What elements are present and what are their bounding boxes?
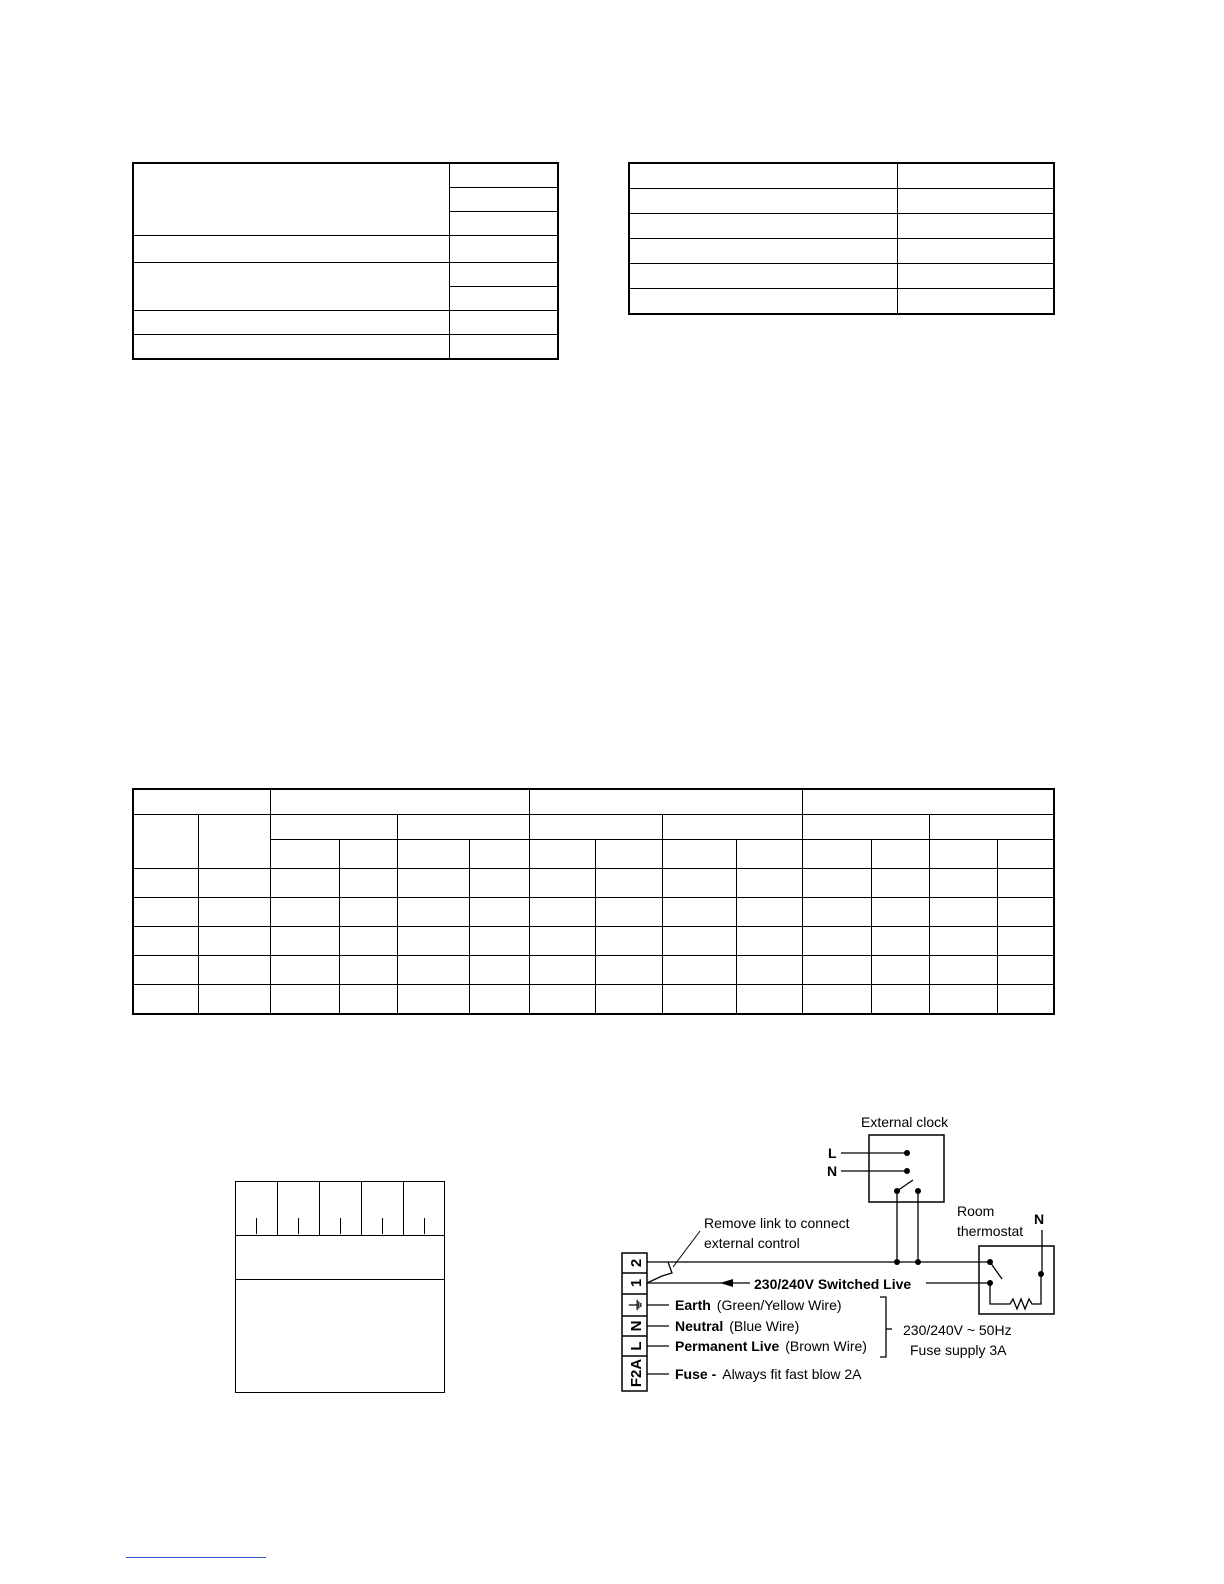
table-header-cell [529, 789, 802, 815]
external-clock-label: External clock [861, 1114, 949, 1130]
table-cell [529, 927, 595, 956]
table-cell [133, 869, 198, 898]
neutral-wire-color: (Blue Wire) [729, 1318, 800, 1334]
table-cell [802, 898, 871, 927]
table-cell [802, 985, 871, 1015]
table-cell [339, 869, 397, 898]
table-cell [662, 927, 736, 956]
table-cell [997, 927, 1054, 956]
table-header-cell [270, 815, 397, 840]
table-cell [469, 985, 529, 1015]
table-header-cell [662, 815, 802, 840]
table-cell [270, 927, 339, 956]
terminal-1-label: 1 [628, 1278, 645, 1288]
table-cell [629, 189, 898, 214]
terminal-fuse-label: F2A [628, 1358, 645, 1388]
table-header-cell [339, 840, 397, 869]
table-cell [133, 927, 198, 956]
table-cell [133, 985, 198, 1015]
table-cell [595, 985, 662, 1015]
table-cell [450, 263, 559, 287]
fuse-note [675, 1366, 862, 1382]
earth-wire-label [675, 1297, 842, 1313]
table-cell [629, 239, 898, 264]
table-cell [929, 927, 997, 956]
table-cell [736, 869, 802, 898]
performance-table [132, 788, 1055, 1015]
neutral-wire-name: Neutral [675, 1318, 724, 1334]
table-cell [736, 898, 802, 927]
table-cell [898, 163, 1054, 189]
table-cell [450, 163, 559, 188]
table-cell [595, 927, 662, 956]
terminal-block-outline [230, 1178, 450, 1398]
remove-link-note-2: external control [704, 1235, 800, 1251]
table-cell [595, 898, 662, 927]
table-cell [469, 869, 529, 898]
table-cell [929, 869, 997, 898]
table-cell [469, 956, 529, 985]
table-header-cell [802, 789, 1054, 815]
table-cell [529, 956, 595, 985]
table-cell [529, 985, 595, 1015]
table-cell [450, 287, 559, 311]
table-cell [871, 956, 929, 985]
table-cell [898, 214, 1054, 239]
table-cell [595, 869, 662, 898]
table-header-cell [997, 840, 1054, 869]
clock-l-label: L [828, 1145, 837, 1161]
table-cell [871, 927, 929, 956]
table-cell [450, 188, 559, 212]
supply-fuse-label: Fuse supply 3A [910, 1342, 1007, 1358]
table-header-cell [529, 815, 662, 840]
table-cell [997, 898, 1054, 927]
table-header-cell [802, 840, 871, 869]
table-cell [595, 956, 662, 985]
table-cell [997, 869, 1054, 898]
table-cell [133, 263, 450, 311]
terminal-n-label: N [628, 1320, 645, 1332]
table-header-cell [871, 840, 929, 869]
table-cell [198, 869, 270, 898]
table-cell [397, 956, 469, 985]
permanent-live-color: (Brown Wire) [785, 1338, 867, 1354]
table-cell [397, 869, 469, 898]
table-header-cell [133, 789, 270, 815]
table-cell [736, 985, 802, 1015]
table-cell [270, 869, 339, 898]
table-cell [629, 264, 898, 289]
table-cell [450, 311, 559, 335]
table-cell [736, 956, 802, 985]
table-cell [629, 289, 898, 315]
table-header-cell [529, 840, 595, 869]
table-cell [198, 898, 270, 927]
remove-link-note-1: Remove link to connect [704, 1215, 850, 1231]
table-cell [802, 956, 871, 985]
table-header-cell [133, 815, 198, 869]
table-header-cell [270, 840, 339, 869]
table-cell [270, 956, 339, 985]
table-cell [898, 264, 1054, 289]
table-cell [662, 985, 736, 1015]
table-header-cell [662, 840, 736, 869]
table-cell [270, 985, 339, 1015]
table-cell [898, 239, 1054, 264]
table-cell [397, 898, 469, 927]
table-cell [133, 163, 450, 236]
terminal-l-label: L [628, 1341, 645, 1351]
earth-wire-color: (Green/Yellow Wire) [716, 1297, 842, 1313]
table-cell [662, 869, 736, 898]
table-cell [529, 869, 595, 898]
table-cell [629, 163, 898, 189]
spec-table-left [132, 162, 559, 360]
table-cell [929, 956, 997, 985]
clock-n-label: N [827, 1163, 838, 1179]
table-cell [898, 189, 1054, 214]
table-header-cell [270, 789, 529, 815]
table-header-cell [469, 840, 529, 869]
table-header-cell [397, 815, 529, 840]
table-header-cell [397, 840, 469, 869]
table-cell [529, 898, 595, 927]
earth-wire-name: Earth [675, 1297, 711, 1313]
terminal-2-label: 2 [628, 1258, 645, 1268]
fuse-note-label: Fuse - [675, 1366, 717, 1382]
table-header-cell [802, 815, 929, 840]
table-cell [133, 335, 450, 360]
table-cell [133, 311, 450, 335]
neutral-wire-label [675, 1318, 799, 1334]
wiring-diagram [600, 1100, 1080, 1400]
table-cell [339, 985, 397, 1015]
table-cell [450, 236, 559, 263]
table-cell [469, 927, 529, 956]
table-cell [802, 869, 871, 898]
table-header-cell [929, 815, 1054, 840]
table-cell [662, 898, 736, 927]
table-cell [198, 985, 270, 1015]
table-cell [898, 289, 1054, 315]
table-cell [629, 214, 898, 239]
table-cell [997, 956, 1054, 985]
table-cell [133, 898, 198, 927]
table-cell [871, 869, 929, 898]
table-cell [397, 927, 469, 956]
room-thermostat-label-1: Room [957, 1203, 995, 1219]
table-cell [450, 212, 559, 236]
permanent-live-name: Permanent Live [675, 1338, 780, 1354]
table-cell [802, 927, 871, 956]
table-cell [198, 927, 270, 956]
thermostat-n-label: N [1034, 1211, 1045, 1227]
table-cell [662, 956, 736, 985]
table-cell [339, 927, 397, 956]
table-cell [871, 898, 929, 927]
table-cell [270, 898, 339, 927]
switched-live-label: 230/240V Switched Live [754, 1276, 912, 1292]
table-cell [198, 956, 270, 985]
spec-table-right [628, 162, 1055, 315]
table-cell [133, 956, 198, 985]
table-header-cell [929, 840, 997, 869]
table-cell [929, 985, 997, 1015]
supply-voltage-label: 230/240V ~ 50Hz [903, 1322, 1012, 1338]
table-cell [339, 898, 397, 927]
table-cell [736, 927, 802, 956]
table-cell [871, 985, 929, 1015]
room-thermostat-label-2: thermostat [957, 1223, 1024, 1239]
table-cell [929, 898, 997, 927]
table-cell [133, 236, 450, 263]
table-cell [450, 335, 559, 360]
footer-link-underline [126, 1557, 266, 1558]
table-header-cell [595, 840, 662, 869]
table-header-cell [198, 815, 270, 869]
table-cell [397, 985, 469, 1015]
earth-terminal-icon: ⏚ [628, 1297, 645, 1313]
table-header-cell [736, 840, 802, 869]
table-cell [997, 985, 1054, 1015]
permanent-live-label [675, 1338, 867, 1354]
table-cell [469, 898, 529, 927]
table-cell [339, 956, 397, 985]
fuse-note-text: Always fit fast blow 2A [722, 1366, 862, 1382]
